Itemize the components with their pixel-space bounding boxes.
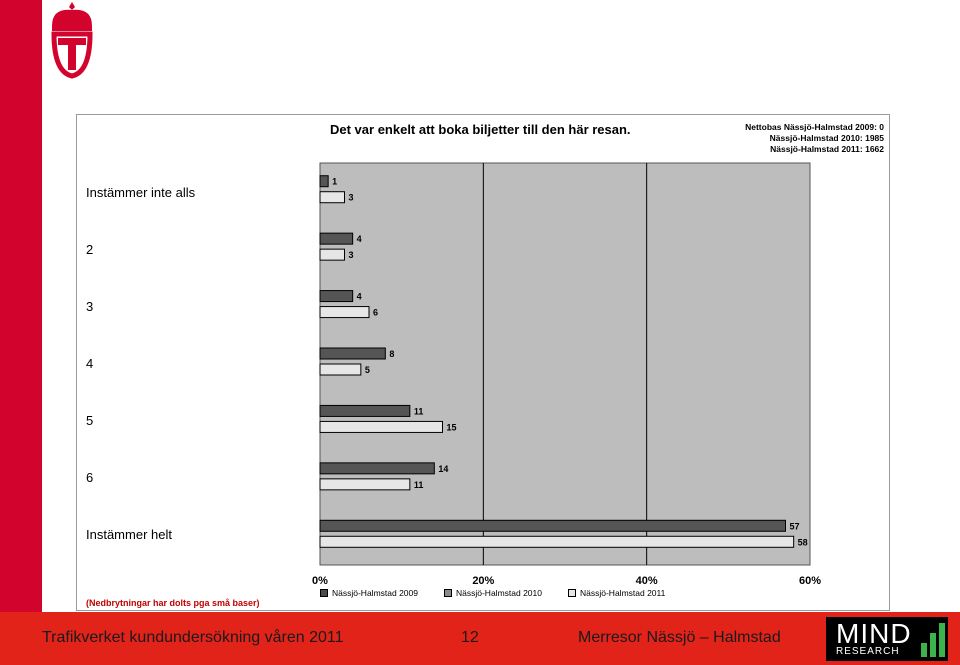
bar-2010 — [320, 233, 353, 244]
category-label: 3 — [86, 299, 94, 314]
legend-item — [568, 588, 665, 598]
data-label: 14 — [438, 463, 449, 474]
nettobas-line: Nässjö-Halmstad 2010: 1985 — [769, 133, 884, 143]
data-label: 1 — [332, 176, 338, 187]
x-tick-label: 20% — [472, 575, 495, 587]
legend-swatch — [320, 589, 328, 597]
page-number: 12 — [461, 629, 479, 646]
bar-2010 — [320, 348, 385, 359]
x-tick-label: 60% — [798, 575, 822, 587]
legend-label: Nässjö-Halmstad 2011 — [580, 588, 666, 598]
data-label: 8 — [389, 349, 395, 359]
nettobas-line: Nässjö-Halmstad 2011: 1662 — [770, 144, 884, 154]
category-label: 2 — [86, 242, 94, 257]
data-label: 58 — [797, 537, 808, 548]
nettobas-line: Nettobas Nässjö-Halmstad 2009: 0 — [745, 122, 884, 132]
legend-swatch — [444, 589, 452, 597]
bar-2010 — [320, 520, 786, 531]
mind-logo-text: MIND — [836, 618, 912, 649]
data-label: 3 — [348, 192, 354, 203]
data-label: 11 — [413, 479, 424, 490]
data-label: 15 — [446, 422, 457, 433]
bar-2010 — [320, 176, 328, 187]
bar-2011 — [320, 364, 361, 375]
x-tick-label: 40% — [635, 575, 658, 587]
legend-item — [320, 588, 418, 598]
legend-swatch — [568, 589, 576, 597]
bar-2010 — [320, 291, 353, 302]
chart-title: Det var enkelt att boka biljetter till den här resan. — [330, 122, 631, 137]
bar-2010 — [320, 405, 410, 416]
data-label: 57 — [789, 521, 800, 532]
legend-label: Nässjö-Halmstad 2010 — [456, 588, 542, 598]
bar-2011 — [320, 307, 369, 318]
x-tick-label: 0% — [312, 575, 328, 587]
data-label: 6 — [373, 307, 379, 318]
data-label: 5 — [364, 365, 370, 375]
bar-2010 — [320, 463, 434, 474]
legend-label: Nässjö-Halmstad 2009 — [332, 588, 418, 598]
footer-survey-title: Trafikverket kundundersökning våren 2011 — [42, 629, 344, 646]
legend-item — [444, 588, 542, 598]
category-label: Instämmer inte alls — [86, 185, 196, 200]
category-label: 5 — [86, 413, 94, 428]
category-label: 4 — [86, 356, 94, 371]
data-label: 4 — [356, 291, 362, 302]
category-label: 6 — [86, 470, 94, 485]
bar-2011 — [320, 479, 410, 490]
bar-2011 — [320, 249, 345, 260]
data-label: 4 — [356, 234, 362, 245]
bar-2011 — [320, 192, 345, 203]
data-label: 3 — [348, 250, 354, 261]
plot-area — [320, 163, 810, 565]
category-label: Instämmer helt — [86, 527, 172, 542]
footer-route: Merresor Nässjö – Halmstad — [578, 629, 781, 646]
chart-footnote: (Nedbrytningar har dolts pga små baser) — [86, 598, 260, 608]
data-label: 11 — [413, 406, 424, 417]
research-logo-text: RESEARCH — [836, 646, 900, 657]
bar-graph-icon — [920, 621, 946, 659]
bar-2011 — [320, 536, 794, 547]
bar-2011 — [320, 421, 443, 432]
